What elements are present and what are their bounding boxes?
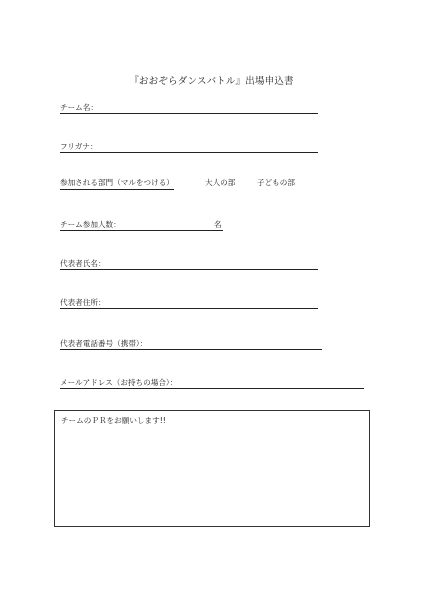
rep-phone-underline (60, 349, 322, 350)
furigana-label: フリガナ： (60, 142, 98, 151)
rep-phone-label: 代表者電話番号（携帯）： (60, 339, 148, 348)
team-name-label: チーム名： (60, 103, 98, 112)
furigana-underline (60, 152, 318, 153)
email-label: メールアドレス（お持ちの場合）： (60, 378, 178, 387)
rep-name-underline (60, 269, 318, 270)
team-members-unit: 名 (214, 220, 222, 229)
email-underline (60, 388, 364, 389)
team-name-field[interactable] (60, 100, 318, 114)
category-option-child[interactable]: 子どもの部 (257, 178, 295, 187)
team-pr-textbox[interactable] (54, 410, 370, 527)
team-name-underline (60, 113, 318, 114)
email-field[interactable] (60, 375, 364, 389)
category-option-adult[interactable]: 大人の部 (205, 178, 236, 187)
rep-name-field[interactable] (60, 256, 318, 270)
team-members-label: チーム参加人数： (60, 220, 121, 229)
rep-address-underline (60, 308, 318, 309)
rep-name-label: 代表者氏名： (60, 259, 106, 268)
rep-phone-field[interactable] (60, 336, 322, 350)
furigana-field[interactable] (60, 139, 318, 153)
form-title: 『おおぞらダンスバトル』出場申込書 (129, 76, 294, 87)
team-members-field[interactable] (60, 217, 230, 231)
rep-address-label: 代表者住所： (60, 298, 106, 307)
category-label: 参加される部門（マルをつける） (60, 178, 174, 190)
rep-address-field[interactable] (60, 295, 318, 309)
team-members-underline (60, 230, 223, 231)
team-pr-label: チームのＰＲをお願いします!! (61, 416, 166, 425)
